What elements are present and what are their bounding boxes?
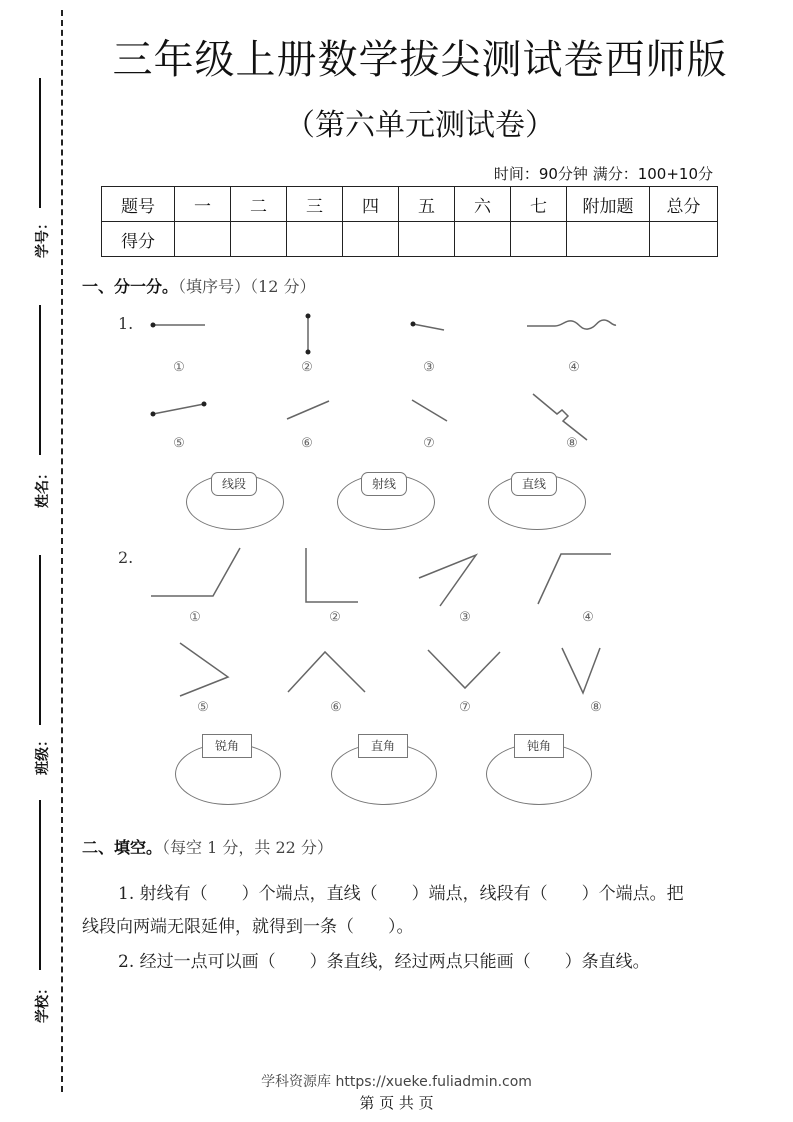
figure-line-6 (287, 401, 329, 419)
student-id-label: 学号： (35, 216, 51, 258)
figure-label: ① (173, 360, 185, 375)
header-cell: 五 (399, 187, 455, 222)
header-cell: 二 (231, 187, 287, 222)
score-row-label: 得分 (102, 222, 175, 257)
figure-line-7 (412, 400, 447, 421)
header-cell: 三 (287, 187, 343, 222)
angle-2 (306, 548, 358, 602)
figure-label: ④ (568, 360, 580, 375)
fill-question-1-line1: 1. 射线有（ ）个端点，直线（ ）端点，线段有（ ）个端点。把 (118, 884, 684, 904)
angle-label: ④ (582, 610, 594, 625)
angle-8 (562, 648, 600, 693)
figure-label: ③ (423, 360, 435, 375)
angle-3 (419, 555, 476, 606)
figure-broken-8 (533, 394, 587, 440)
angle-label: ⑧ (590, 700, 602, 715)
angle-5 (180, 643, 228, 696)
figure-label: ② (301, 360, 313, 375)
school-label: 学校： (35, 981, 51, 1023)
category-tag-line: 直线 (511, 472, 557, 496)
header-cell: 七 (511, 187, 567, 222)
angle-7 (428, 650, 500, 688)
header-cell: 一 (175, 187, 231, 222)
header-cell: 附加题 (567, 187, 650, 222)
figure-segment-5 (151, 402, 207, 417)
footer-source: 学科资源库 https://xueke.fuliadmin.com (261, 1074, 532, 1090)
page-title: 三年级上册数学拔尖测试卷西师版 (112, 37, 728, 83)
section2-heading (82, 835, 333, 858)
q1-number: 1. (118, 314, 134, 333)
header-cell: 题号 (102, 187, 175, 222)
figure-label: ⑧ (566, 436, 578, 451)
section1-note: （填序号）（12 分） (178, 277, 316, 296)
angle-label: ⑦ (459, 700, 471, 715)
category-tag-right: 直角 (358, 734, 408, 758)
section2-note: （每空 1 分，共 22 分） (162, 838, 333, 857)
category-tag-segment: 线段 (211, 472, 257, 496)
figure-label: ⑤ (173, 436, 185, 451)
fill-question-1-line2: 线段向两端无限延伸，就得到一条（ ）。 (82, 917, 414, 937)
class-label: 班级： (35, 733, 51, 775)
figure-segment-2 (306, 314, 311, 355)
header-cell: 四 (343, 187, 399, 222)
category-tag-ray: 射线 (361, 472, 407, 496)
figure-label: ⑥ (301, 436, 313, 451)
figure-ray-1 (151, 323, 206, 328)
category-tag-acute: 锐角 (202, 734, 252, 758)
figure-label: ⑦ (423, 436, 435, 451)
angle-label: ⑤ (197, 700, 209, 715)
category-tag-obtuse: 钝角 (514, 734, 564, 758)
figure-ray-3 (411, 322, 445, 331)
angle-label: ⑥ (330, 700, 342, 715)
name-label: 姓名： (35, 466, 51, 508)
header-cell: 总分 (650, 187, 718, 222)
angle-label: ① (189, 610, 201, 625)
angle-label: ③ (459, 610, 471, 625)
q2-number: 2. (118, 548, 134, 567)
angle-label: ② (329, 610, 341, 625)
section2-title: 二、填空。 (82, 838, 163, 857)
angle-1 (151, 548, 240, 596)
page-subtitle: （第六单元测试卷） (285, 108, 555, 143)
angle-4 (538, 554, 611, 604)
angle-6 (288, 652, 365, 692)
exam-meta: 时间：90分钟 满分：100+10分 (493, 165, 713, 183)
fill-question-2: 2. 经过一点可以画（ ）条直线，经过两点只能画（ ）条直线。 (118, 952, 650, 972)
header-cell: 六 (455, 187, 511, 222)
section1-title: 一、分一分。 (82, 277, 179, 296)
figure-curve-4 (527, 320, 616, 329)
footer-page: 第 页 共 页 (359, 1094, 434, 1112)
